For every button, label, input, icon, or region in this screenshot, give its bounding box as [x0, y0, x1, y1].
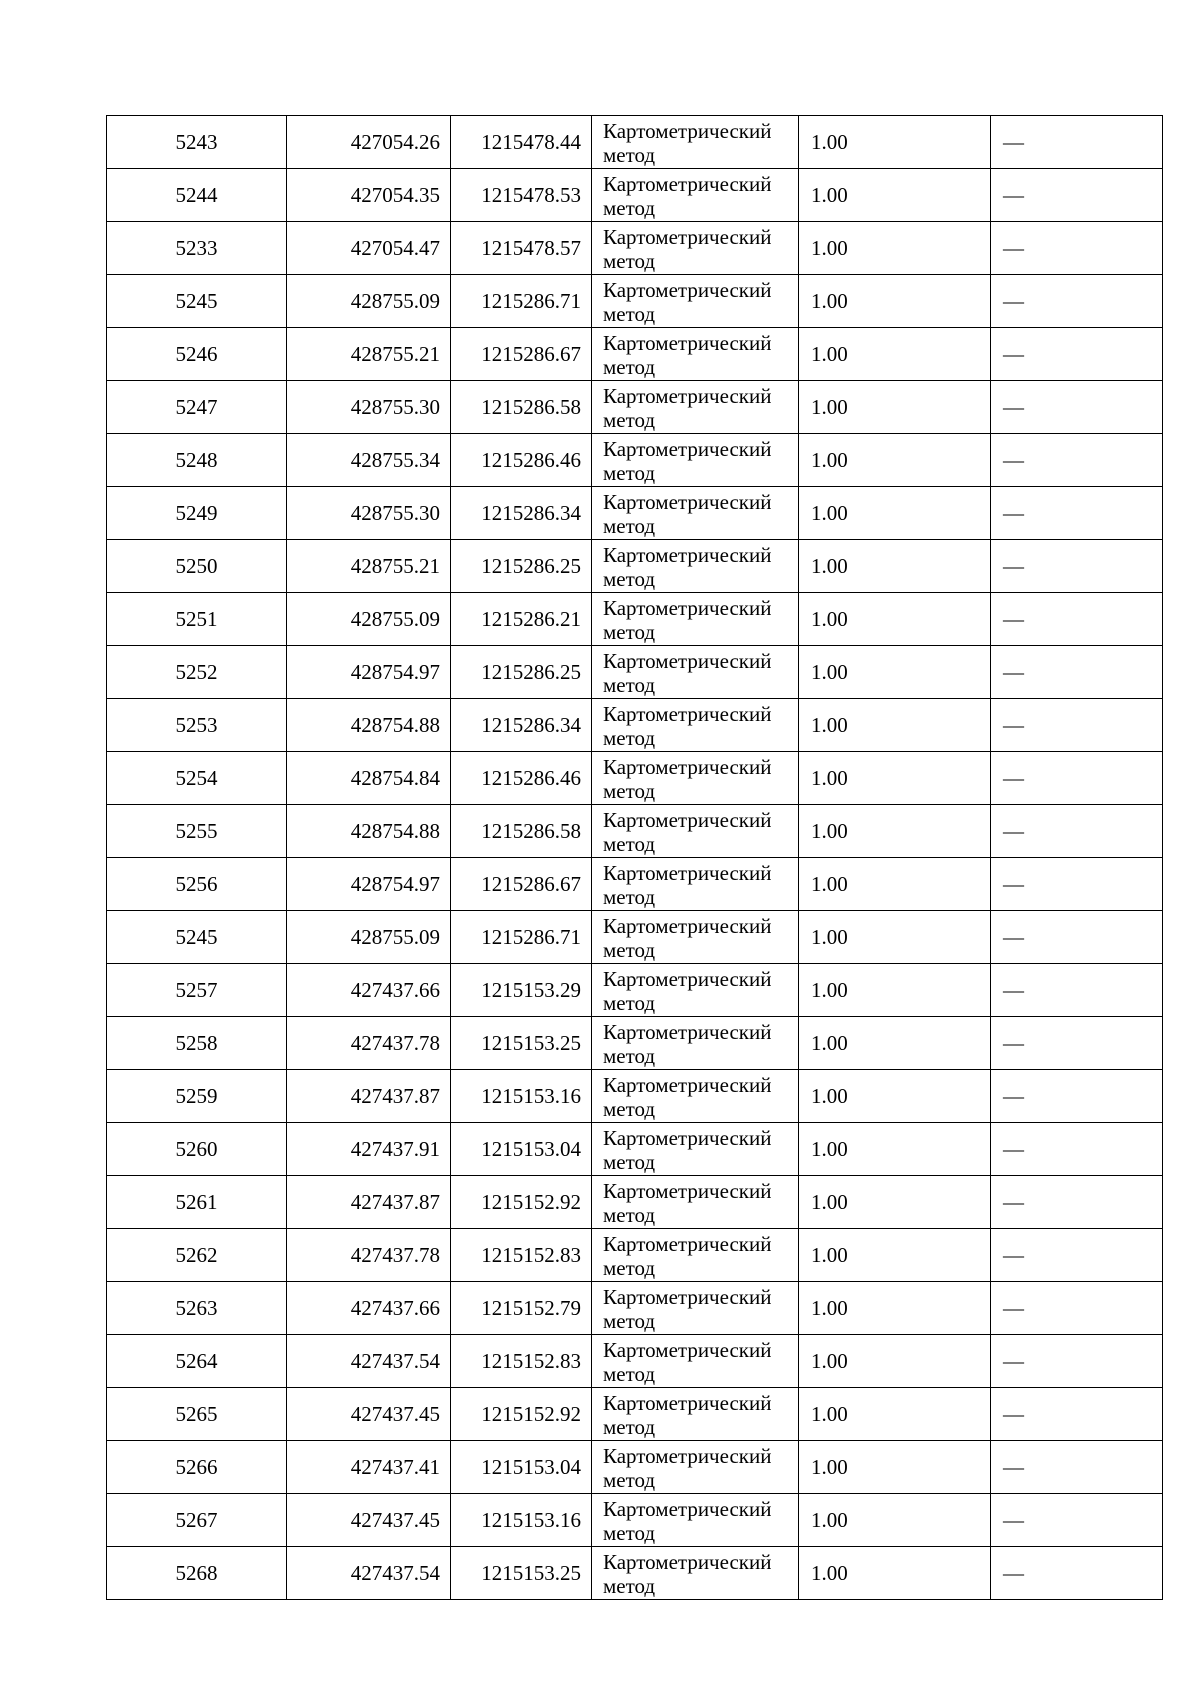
x-coordinate-cell: 427437.45 — [287, 1494, 451, 1547]
y-coordinate-cell: 1215153.16 — [451, 1494, 592, 1547]
accuracy-cell: 1.00 — [799, 487, 991, 540]
y-coordinate-cell: 1215153.04 — [451, 1441, 592, 1494]
coordinates-table-body — [107, 116, 1163, 1600]
y-coordinate-cell: 1215286.67 — [451, 328, 592, 381]
point-number-cell: 5263 — [107, 1282, 287, 1335]
table-row — [107, 222, 1163, 275]
y-coordinate-cell: 1215286.67 — [451, 858, 592, 911]
method-cell: Картометрический метод — [592, 646, 799, 699]
point-number-cell: 5260 — [107, 1123, 287, 1176]
y-coordinate-cell: 1215286.58 — [451, 381, 592, 434]
accuracy-cell: 1.00 — [799, 1070, 991, 1123]
method-cell: Картометрический метод — [592, 1494, 799, 1547]
y-coordinate-cell: 1215478.57 — [451, 222, 592, 275]
description-cell: — — [991, 1176, 1163, 1229]
point-number-cell: 5250 — [107, 540, 287, 593]
method-cell: Картометрический метод — [592, 1017, 799, 1070]
accuracy-cell: 1.00 — [799, 1017, 991, 1070]
x-coordinate-cell: 428755.09 — [287, 275, 451, 328]
point-number-cell: 5245 — [107, 275, 287, 328]
description-cell: — — [991, 1070, 1163, 1123]
accuracy-cell: 1.00 — [799, 593, 991, 646]
y-coordinate-cell: 1215286.34 — [451, 487, 592, 540]
table-row — [107, 1176, 1163, 1229]
description-cell: — — [991, 487, 1163, 540]
y-coordinate-cell: 1215286.71 — [451, 275, 592, 328]
method-cell: Картометрический метод — [592, 1176, 799, 1229]
point-number-cell: 5261 — [107, 1176, 287, 1229]
y-coordinate-cell: 1215153.04 — [451, 1123, 592, 1176]
table-row — [107, 858, 1163, 911]
table-row — [107, 1547, 1163, 1600]
method-cell: Картометрический метод — [592, 1123, 799, 1176]
accuracy-cell: 1.00 — [799, 275, 991, 328]
y-coordinate-cell: 1215152.79 — [451, 1282, 592, 1335]
y-coordinate-cell: 1215153.25 — [451, 1547, 592, 1600]
accuracy-cell: 1.00 — [799, 1229, 991, 1282]
point-number-cell: 5254 — [107, 752, 287, 805]
table-row — [107, 1441, 1163, 1494]
accuracy-cell: 1.00 — [799, 116, 991, 169]
accuracy-cell: 1.00 — [799, 964, 991, 1017]
method-cell: Картометрический метод — [592, 699, 799, 752]
point-number-cell: 5252 — [107, 646, 287, 699]
x-coordinate-cell: 428754.88 — [287, 805, 451, 858]
method-cell: Картометрический метод — [592, 169, 799, 222]
description-cell: — — [991, 699, 1163, 752]
table-row — [107, 1494, 1163, 1547]
y-coordinate-cell: 1215286.58 — [451, 805, 592, 858]
table-row — [107, 1123, 1163, 1176]
table-row — [107, 169, 1163, 222]
table-row — [107, 752, 1163, 805]
description-cell: — — [991, 593, 1163, 646]
method-cell: Картометрический метод — [592, 328, 799, 381]
table-row — [107, 1017, 1163, 1070]
table-row — [107, 328, 1163, 381]
method-cell: Картометрический метод — [592, 1229, 799, 1282]
point-number-cell: 5251 — [107, 593, 287, 646]
x-coordinate-cell: 427437.66 — [287, 964, 451, 1017]
point-number-cell: 5248 — [107, 434, 287, 487]
x-coordinate-cell: 427437.78 — [287, 1229, 451, 1282]
table-row — [107, 964, 1163, 1017]
method-cell: Картометрический метод — [592, 1070, 799, 1123]
accuracy-cell: 1.00 — [799, 381, 991, 434]
y-coordinate-cell: 1215286.46 — [451, 434, 592, 487]
point-number-cell: 5246 — [107, 328, 287, 381]
x-coordinate-cell: 427437.87 — [287, 1176, 451, 1229]
description-cell: — — [991, 1547, 1163, 1600]
y-coordinate-cell: 1215478.44 — [451, 116, 592, 169]
y-coordinate-cell: 1215152.92 — [451, 1176, 592, 1229]
point-number-cell: 5257 — [107, 964, 287, 1017]
description-cell: — — [991, 222, 1163, 275]
description-cell: — — [991, 328, 1163, 381]
point-number-cell: 5244 — [107, 169, 287, 222]
y-coordinate-cell: 1215478.53 — [451, 169, 592, 222]
y-coordinate-cell: 1215286.25 — [451, 646, 592, 699]
table-row — [107, 911, 1163, 964]
accuracy-cell: 1.00 — [799, 699, 991, 752]
table-row — [107, 805, 1163, 858]
method-cell: Картометрический метод — [592, 487, 799, 540]
method-cell: Картометрический метод — [592, 593, 799, 646]
accuracy-cell: 1.00 — [799, 1547, 991, 1600]
x-coordinate-cell: 428755.30 — [287, 381, 451, 434]
x-coordinate-cell: 428755.21 — [287, 540, 451, 593]
coordinates-table — [106, 115, 1163, 1600]
accuracy-cell: 1.00 — [799, 752, 991, 805]
point-number-cell: 5253 — [107, 699, 287, 752]
y-coordinate-cell: 1215152.92 — [451, 1388, 592, 1441]
method-cell: Картометрический метод — [592, 381, 799, 434]
description-cell: — — [991, 1017, 1163, 1070]
table-row — [107, 593, 1163, 646]
x-coordinate-cell: 427437.78 — [287, 1017, 451, 1070]
description-cell: — — [991, 964, 1163, 1017]
point-number-cell: 5258 — [107, 1017, 287, 1070]
x-coordinate-cell: 428755.09 — [287, 593, 451, 646]
method-cell: Картометрический метод — [592, 1335, 799, 1388]
x-coordinate-cell: 427054.26 — [287, 116, 451, 169]
y-coordinate-cell: 1215286.46 — [451, 752, 592, 805]
accuracy-cell: 1.00 — [799, 1176, 991, 1229]
accuracy-cell: 1.00 — [799, 858, 991, 911]
method-cell: Картометрический метод — [592, 1547, 799, 1600]
method-cell: Картометрический метод — [592, 540, 799, 593]
description-cell: — — [991, 1388, 1163, 1441]
y-coordinate-cell: 1215152.83 — [451, 1229, 592, 1282]
description-cell: — — [991, 805, 1163, 858]
method-cell: Картометрический метод — [592, 222, 799, 275]
x-coordinate-cell: 427437.91 — [287, 1123, 451, 1176]
accuracy-cell: 1.00 — [799, 1123, 991, 1176]
point-number-cell: 5256 — [107, 858, 287, 911]
description-cell: — — [991, 1335, 1163, 1388]
description-cell: — — [991, 1494, 1163, 1547]
x-coordinate-cell: 428754.97 — [287, 858, 451, 911]
description-cell: — — [991, 434, 1163, 487]
accuracy-cell: 1.00 — [799, 222, 991, 275]
description-cell: — — [991, 911, 1163, 964]
x-coordinate-cell: 428755.30 — [287, 487, 451, 540]
y-coordinate-cell: 1215152.83 — [451, 1335, 592, 1388]
y-coordinate-cell: 1215153.25 — [451, 1017, 592, 1070]
y-coordinate-cell: 1215153.29 — [451, 964, 592, 1017]
point-number-cell: 5247 — [107, 381, 287, 434]
method-cell: Картометрический метод — [592, 434, 799, 487]
method-cell: Картометрический метод — [592, 1282, 799, 1335]
accuracy-cell: 1.00 — [799, 328, 991, 381]
x-coordinate-cell: 428754.84 — [287, 752, 451, 805]
method-cell: Картометрический метод — [592, 752, 799, 805]
method-cell: Картометрический метод — [592, 964, 799, 1017]
description-cell: — — [991, 116, 1163, 169]
description-cell: — — [991, 646, 1163, 699]
accuracy-cell: 1.00 — [799, 646, 991, 699]
description-cell: — — [991, 169, 1163, 222]
point-number-cell: 5245 — [107, 911, 287, 964]
description-cell: — — [991, 381, 1163, 434]
point-number-cell: 5243 — [107, 116, 287, 169]
description-cell: — — [991, 275, 1163, 328]
y-coordinate-cell: 1215286.25 — [451, 540, 592, 593]
table-row — [107, 487, 1163, 540]
point-number-cell: 5249 — [107, 487, 287, 540]
x-coordinate-cell: 427054.35 — [287, 169, 451, 222]
table-row — [107, 1388, 1163, 1441]
method-cell: Картометрический метод — [592, 116, 799, 169]
x-coordinate-cell: 427437.54 — [287, 1335, 451, 1388]
x-coordinate-cell: 427437.54 — [287, 1547, 451, 1600]
table-row — [107, 381, 1163, 434]
x-coordinate-cell: 427437.41 — [287, 1441, 451, 1494]
method-cell: Картометрический метод — [592, 275, 799, 328]
point-number-cell: 5268 — [107, 1547, 287, 1600]
accuracy-cell: 1.00 — [799, 1388, 991, 1441]
accuracy-cell: 1.00 — [799, 434, 991, 487]
point-number-cell: 5262 — [107, 1229, 287, 1282]
method-cell: Картометрический метод — [592, 805, 799, 858]
point-number-cell: 5266 — [107, 1441, 287, 1494]
y-coordinate-cell: 1215286.71 — [451, 911, 592, 964]
description-cell: — — [991, 1229, 1163, 1282]
x-coordinate-cell: 428755.21 — [287, 328, 451, 381]
table-row — [107, 1335, 1163, 1388]
method-cell: Картометрический метод — [592, 1441, 799, 1494]
x-coordinate-cell: 427054.47 — [287, 222, 451, 275]
table-row — [107, 646, 1163, 699]
y-coordinate-cell: 1215286.21 — [451, 593, 592, 646]
accuracy-cell: 1.00 — [799, 169, 991, 222]
method-cell: Картометрический метод — [592, 911, 799, 964]
description-cell: — — [991, 1282, 1163, 1335]
x-coordinate-cell: 428755.34 — [287, 434, 451, 487]
point-number-cell: 5267 — [107, 1494, 287, 1547]
x-coordinate-cell: 427437.87 — [287, 1070, 451, 1123]
table-row — [107, 540, 1163, 593]
table-row — [107, 1229, 1163, 1282]
accuracy-cell: 1.00 — [799, 1282, 991, 1335]
description-cell: — — [991, 1123, 1163, 1176]
method-cell: Картометрический метод — [592, 858, 799, 911]
description-cell: — — [991, 858, 1163, 911]
accuracy-cell: 1.00 — [799, 911, 991, 964]
point-number-cell: 5255 — [107, 805, 287, 858]
point-number-cell: 5264 — [107, 1335, 287, 1388]
x-coordinate-cell: 428754.97 — [287, 646, 451, 699]
point-number-cell: 5259 — [107, 1070, 287, 1123]
table-row — [107, 116, 1163, 169]
x-coordinate-cell: 427437.45 — [287, 1388, 451, 1441]
x-coordinate-cell: 428754.88 — [287, 699, 451, 752]
table-row — [107, 699, 1163, 752]
table-row — [107, 434, 1163, 487]
description-cell: — — [991, 540, 1163, 593]
accuracy-cell: 1.00 — [799, 1441, 991, 1494]
description-cell: — — [991, 752, 1163, 805]
description-cell: — — [991, 1441, 1163, 1494]
x-coordinate-cell: 428755.09 — [287, 911, 451, 964]
table-row — [107, 1070, 1163, 1123]
accuracy-cell: 1.00 — [799, 540, 991, 593]
accuracy-cell: 1.00 — [799, 1494, 991, 1547]
table-row — [107, 275, 1163, 328]
x-coordinate-cell: 427437.66 — [287, 1282, 451, 1335]
accuracy-cell: 1.00 — [799, 1335, 991, 1388]
accuracy-cell: 1.00 — [799, 805, 991, 858]
table-row — [107, 1282, 1163, 1335]
y-coordinate-cell: 1215286.34 — [451, 699, 592, 752]
method-cell: Картометрический метод — [592, 1388, 799, 1441]
y-coordinate-cell: 1215153.16 — [451, 1070, 592, 1123]
point-number-cell: 5265 — [107, 1388, 287, 1441]
point-number-cell: 5233 — [107, 222, 287, 275]
